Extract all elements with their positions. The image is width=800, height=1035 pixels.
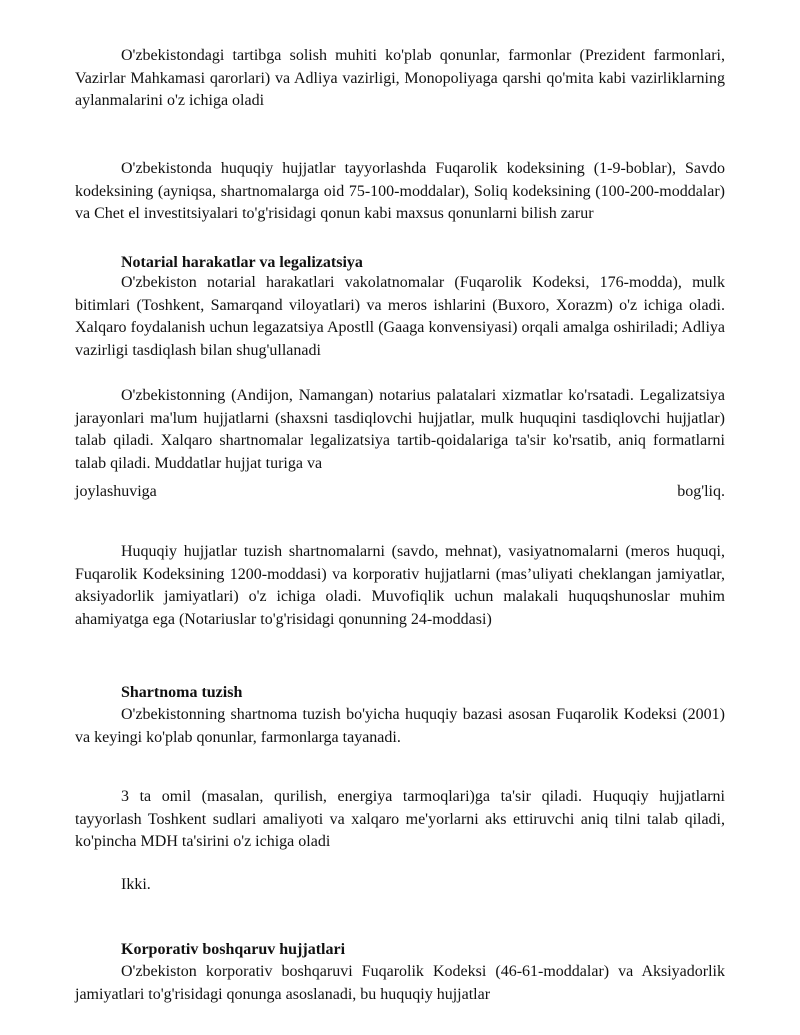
last-line-left-text: joylashuviga	[75, 483, 157, 500]
paragraph-notarial-actions: O'zbekiston notarial harakatlari vakolatnomalar (Fuqarolik Kodeksi, 176-modda), mulk bitimlari (Toshkent, Samarqand viloyatlari) va meros ishlarini (Buxoro, Xorazm) o'z ichiga oladi. Xalqaro foydalanish uchun legazatsiya Apostll (Gaaga konvensiyasi) orqali amalga oshiriladi; Adliya vazirligi tasdiqlash bilan shug'ullanadi	[75, 274, 725, 359]
paragraph-legal-documents-knowledge: O'zbekistonda huquqiy hujjatlar tayyorlashda Fuqarolik kodeksining (1-9-boblar), Savdo kodeksining (ayniqsa, shartnomalarga oid 75-100-moddalar), Soliq kodeksining (100-200-moddalar) va Chet el investitsiyalari to'g'risidagi qonun kabi maxsus qonunlarni bilish zarur	[75, 160, 725, 223]
paragraph-regulatory-environment: O'zbekistondagi tartibga solish muhiti ko'plab qonunlar, farmonlar (Prezident farmonlari, Vazirlar Mahkamasi qarorlari) va Adliya vazirligi, Monopoliyaga qarshi qo'mita kabi vazirliklarning aylanmalarini o'z ichiga oladi	[75, 47, 725, 110]
heading-corporate-governance: Korporativ boshqaruv hujjatlari	[121, 941, 346, 958]
last-line-right-text: bog'liq.	[677, 483, 725, 500]
paragraph-two: Ikki.	[121, 876, 151, 893]
heading-notarial-actions: Notarial harakatlar va legalizatsiya	[121, 254, 363, 271]
paragraph-notary-chambers: O'zbekistonning (Andijon, Namangan) notarius palatalari xizmatlar ko'rsatadi. Legalizatsiya jarayonlari ma'lum hujjatlarni (shaxsni tasdiqlovchi hujjatlar, mulk huquqini tasdiqlovchi hujjatlar) talab qiladi. Xalqaro shartnomalar legalizatsiya tartib-qoidalariga ta'sir ko'rsatib, aniq formatlarni talab qiladi. Muddatlar hujjat turiga va	[75, 387, 725, 472]
heading-contract-drafting: Shartnoma tuzish	[121, 684, 243, 701]
paragraph-factors: 3 ta omil (masalan, qurilish, energiya tarmoqlari)ga ta'sir qiladi. Huquqiy hujjatlarni tayyorlash Toshkent sudlari amaliyoti va xalqaro me'yorlarni aks ettiruvchi aniq tilni talab qiladi, ko'pincha MDH ta'sirini o'z ichiga oladi	[75, 788, 725, 851]
paragraph-legal-document-drafting: Huquqiy hujjatlar tuzish shartnomalarni (savdo, mehnat), vasiyatnomalarni (meros huquqi, Fuqarolik Kodeksining 1200-moddasi) va korporativ hujjatlarni (mas’uliyati cheklangan jamiyatlar, aksiyadorlik jamiyatlari) o'z ichiga oladi. Muvofiqlik uchun malakali huquqshunoslar muhim ahamiyatga ega (Notariuslar to'g'risidagi qonunning 24-moddasi)	[75, 543, 725, 628]
paragraph-contract-legal-basis: O'zbekistonning shartnoma tuzish bo'yicha huquqiy bazasi asosan Fuqarolik Kodeksi (2001) va keyingi ko'plab qonunlar, farmonlarga tayanadi.	[75, 706, 725, 746]
paragraph-corporate-governance: O'zbekiston korporativ boshqaruvi Fuqarolik Kodeksi (46-61-moddalar) va Aksiyadorlik jamiyatlari to'g'risidagi qonunga asoslanadi, bu huquqiy hujjatlar	[75, 963, 725, 1003]
